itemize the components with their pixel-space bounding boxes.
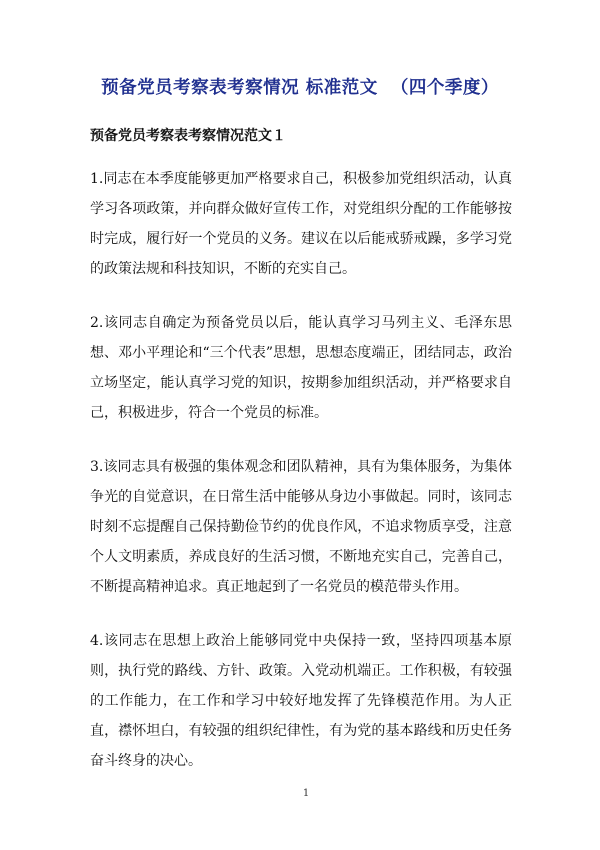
paragraph-1: 1.同志在本季度能够更加严格要求自己，积极参加党组织活动，认真学习各项政策，并向群众做好宣传工作，对党组织分配的工作能够按时完成，履行好一个党员的义务。建议在以后能戒骄戒躁，多学习党的政策法规和科技知识，不断的充实自己。 (90, 171, 512, 277)
section-subtitle: 预备党员考察表考察情况范文１ (90, 128, 286, 144)
paragraph-4: 4.该同志在思想上政治上能够同党中央保持一致，坚持四项基本原则，执行党的路线、方针、政策。入党动机端正。工作积极，有较强的工作能力，在工作和学习中较好地发挥了先锋模范作用。为人正直，襟怀坦白，有较强的组织纪律性，有为党的基本路线和历史任务奋斗终身的决心。 (90, 633, 512, 769)
document-title: 预备党员考察表考察情况 标准范文 （四个季度） (101, 78, 499, 98)
document-body (90, 164, 512, 800)
page-number: 1 (302, 788, 310, 799)
paragraph-2: 2.该同志自确定为预备党员以后，能认真学习马列主义、毛泽东思想、邓小平理论和“三个代表”思想，思想态度端正，团结同志，政治立场坚定，能认真学习党的知识，按期参加组织活动，并严格要求自己，积极进步，符合一个党员的标准。 (90, 315, 512, 421)
paragraph-3: 3.该同志具有极强的集体观念和团队精神，具有为集体服务，为集体争光的自觉意识，在日常生活中能够从身边小事做起。同时，该同志时刻不忘提醒自己保持勤俭节约的优良作风，不追求物质享受，注意个人文明素质，养成良好的生活习惯，不断地充实自己，完善自己，不断提高精神追求。真正地起到了一名党员的模范带头作用。 (90, 459, 512, 595)
